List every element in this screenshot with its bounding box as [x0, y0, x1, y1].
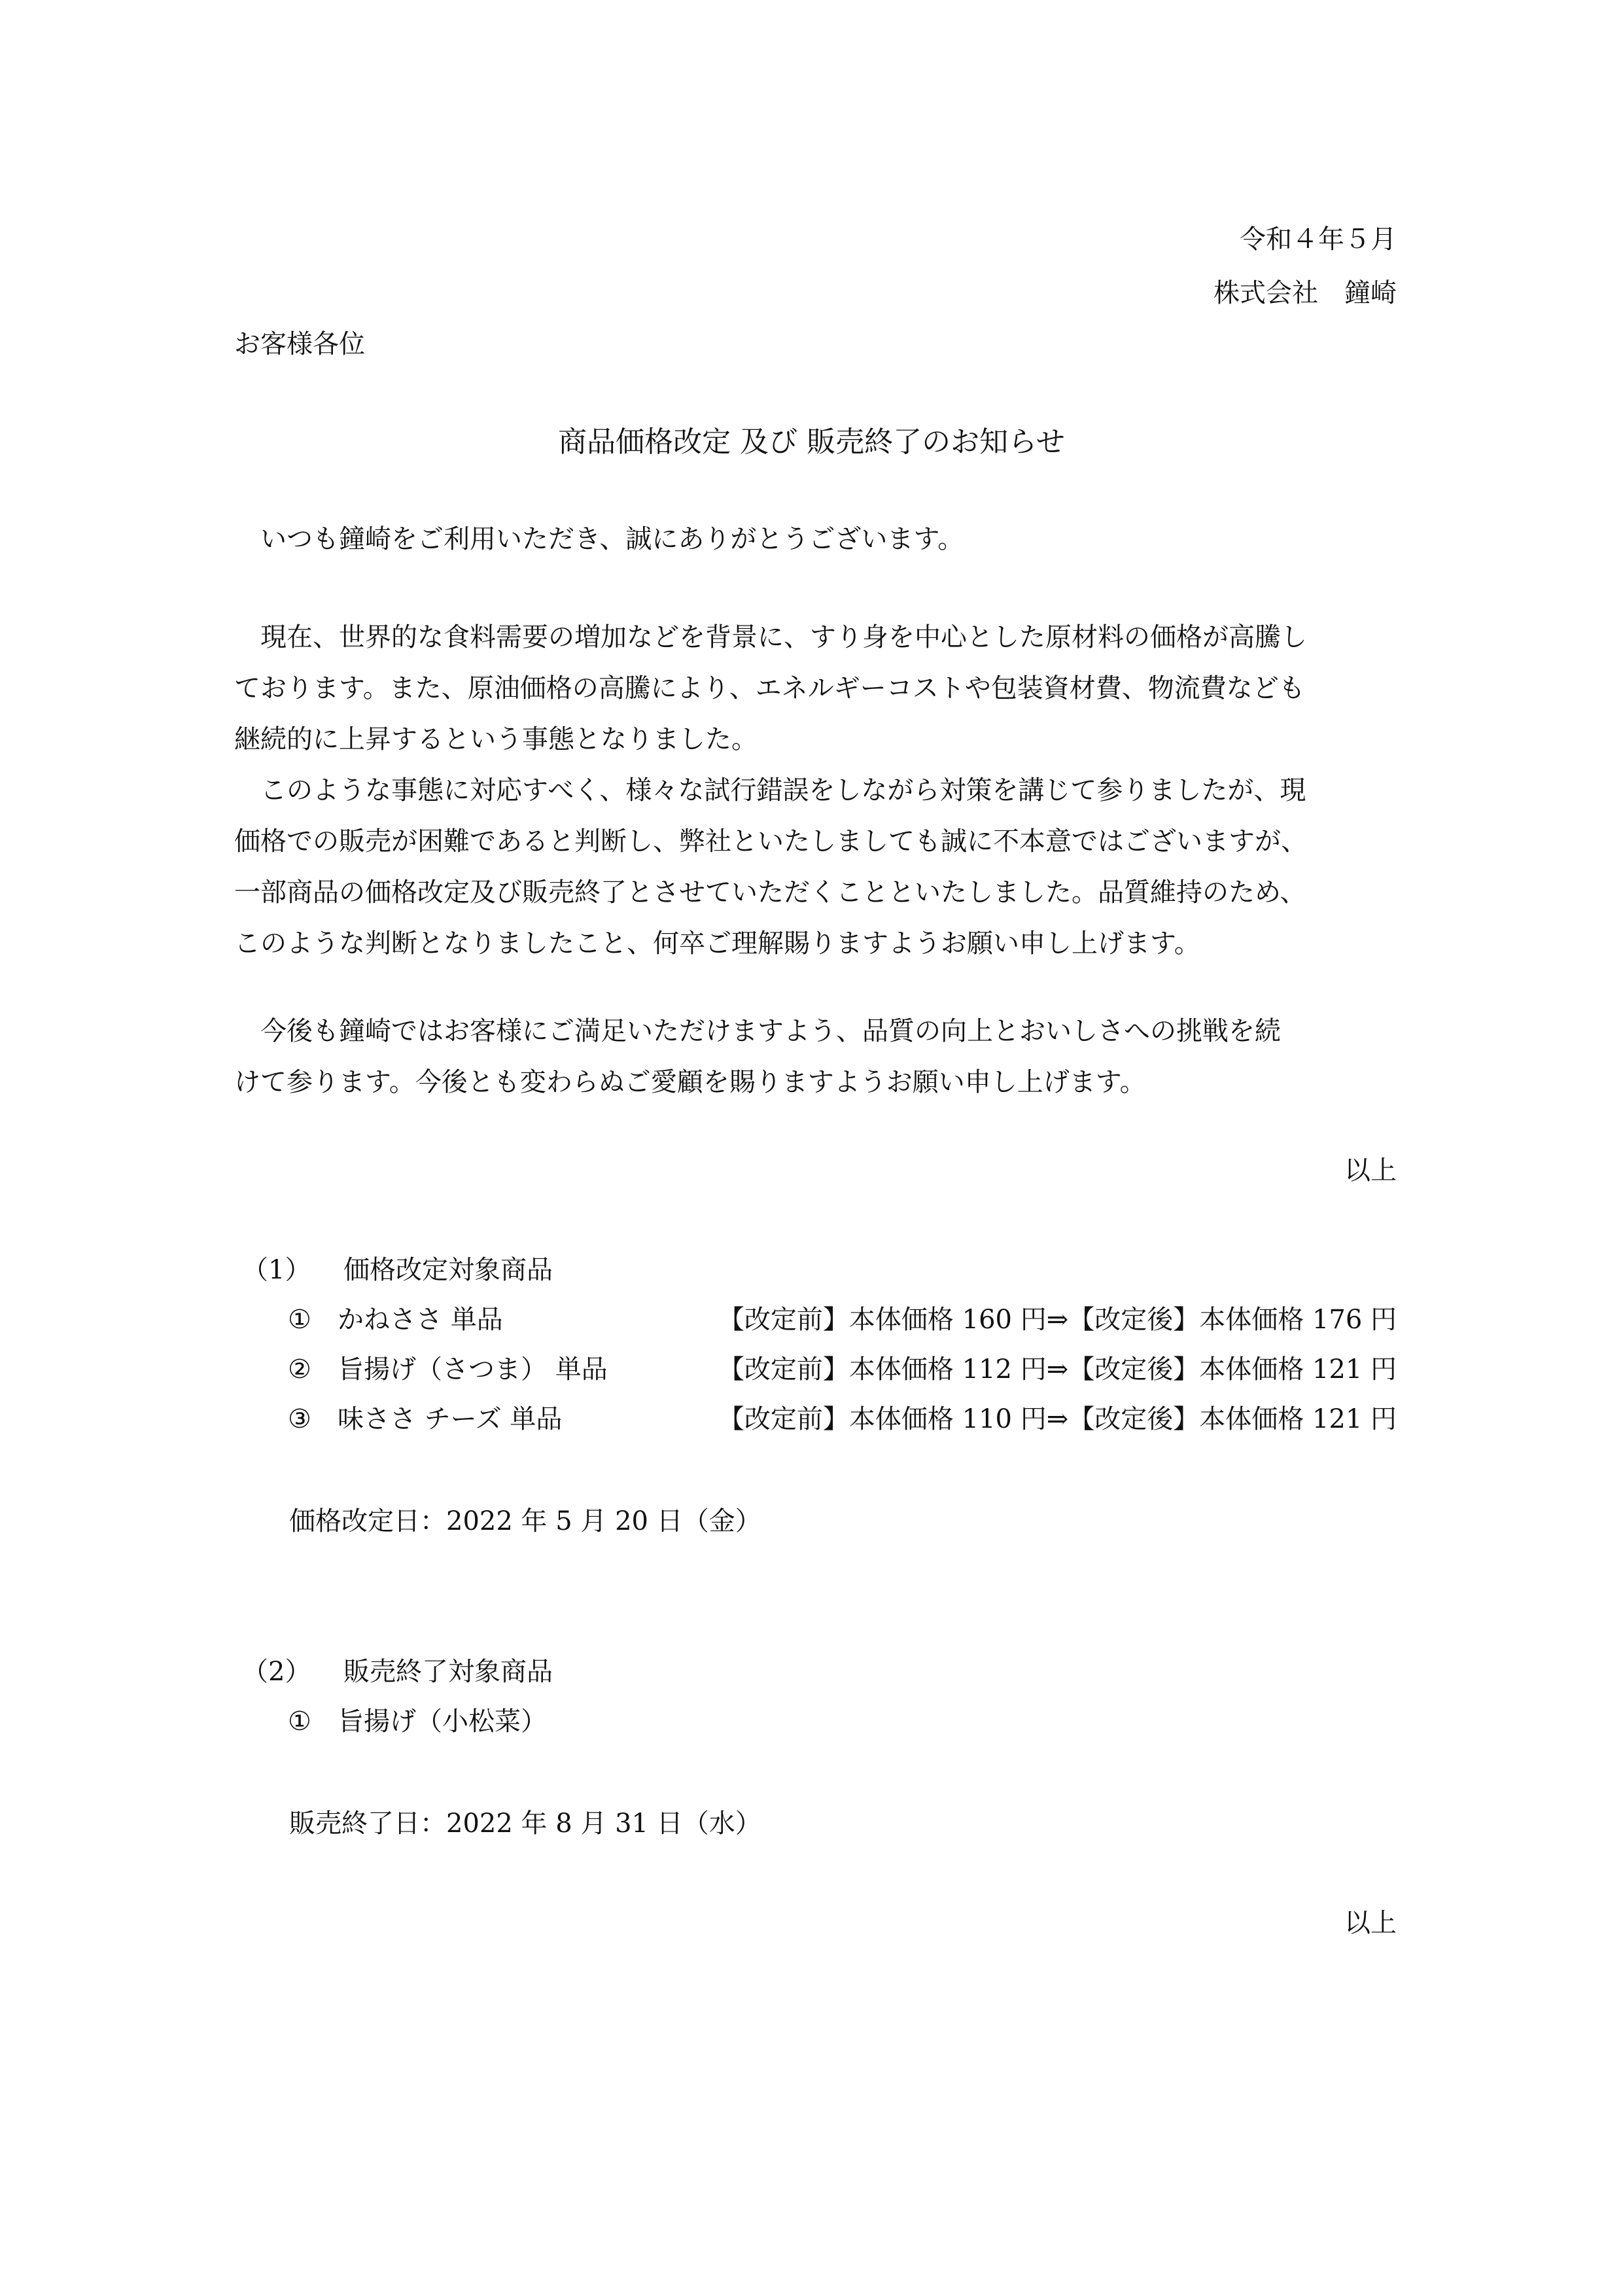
- section-price-revision-heading: [242, 1254, 553, 1286]
- section-number: （2）: [242, 1657, 311, 1687]
- item-price-change: 【改定前】本体価格 112 円⇒【改定後】本体価格 121 円: [718, 1354, 1397, 1385]
- addressee: お客様各位: [234, 329, 365, 359]
- greeting-paragraph: [234, 514, 1399, 565]
- item-name: 旨揚げ（さつま） 単品: [338, 1354, 608, 1385]
- item-number: ①: [288, 1305, 311, 1335]
- body-paragraph-1: [234, 612, 1399, 765]
- paragraph-line: ております。また、原油価格の高騰により、エネルギーコストや包装資材費、物流費なども: [234, 673, 1305, 703]
- paragraph-line: 現在、世界的な食料需要の増加などを背景に、すり身を中心とした原材料の価格が高騰し: [260, 622, 1307, 652]
- section-discontinue-heading: [242, 1656, 553, 1687]
- item-name: 味ささ チーズ 単品: [338, 1404, 563, 1434]
- discontinue-date: 販売終了日：2022 年 8 月 31 日（水）: [289, 1809, 761, 1839]
- issue-date: 令和４年５月: [1240, 224, 1397, 255]
- item-number: ③: [288, 1404, 311, 1434]
- price-revision-item: [288, 1404, 1397, 1435]
- price-revision-item: [288, 1354, 1397, 1385]
- section-title: 販売終了対象商品: [343, 1657, 553, 1687]
- item-name: 旨揚げ（小松菜）: [338, 1706, 547, 1737]
- price-revision-item: [288, 1304, 1397, 1335]
- paragraph-line: このような判断となりましたこと、何卒ご理解賜りますようお願い申し上げます。: [234, 928, 1200, 959]
- company-name: 株式会社 鐘崎: [1213, 278, 1397, 308]
- body-paragraph-3: [234, 1006, 1399, 1108]
- paragraph-line: 継続的に上昇するという事態となりました。: [234, 724, 758, 754]
- paragraph-line: 価格での販売が困難であると判断し、弊社といたしましても誠に不本意ではございますが、: [234, 826, 1307, 857]
- price-revision-date: 価格改定日：2022 年 5 月 20 日（金）: [289, 1506, 761, 1536]
- section-title: 価格改定対象商品: [343, 1255, 553, 1285]
- section-number: （1）: [242, 1255, 311, 1285]
- item-number: ①: [288, 1706, 311, 1737]
- item-price-change: 【改定前】本体価格 160 円⇒【改定後】本体価格 176 円: [718, 1305, 1397, 1335]
- paragraph-line: けて参ります。今後とも変わらぬご愛顧を賜りますようお願い申し上げます。: [234, 1067, 1146, 1097]
- item-price-change: 【改定前】本体価格 110 円⇒【改定後】本体価格 121 円: [718, 1404, 1397, 1434]
- paragraph-line: 一部商品の価格改定及び販売終了とさせていただくことといたしました。品質維持のため、: [234, 877, 1306, 908]
- paragraph-line: 今後も鐘崎ではお客様にご満足いただけますよう、品質の向上とおいしさへの挑戦を続: [260, 1016, 1281, 1046]
- item-number: ②: [288, 1354, 311, 1385]
- document-title: 商品価格改定 及び 販売終了のお知らせ: [558, 425, 1065, 459]
- body-paragraph-2: [234, 765, 1399, 969]
- discontinued-item: [288, 1706, 1397, 1737]
- closing-mark: 以上: [1344, 1156, 1397, 1186]
- greeting-text: いつも鐘崎をご利用いただき、誠にありがとうございます。: [260, 524, 964, 554]
- paragraph-line: このような事態に対応すべく、様々な試行錯誤をしながら対策を講じて参りましたが、現: [260, 775, 1306, 805]
- item-name: かねささ 単品: [338, 1305, 503, 1335]
- closing-mark: 以上: [1344, 1908, 1397, 1938]
